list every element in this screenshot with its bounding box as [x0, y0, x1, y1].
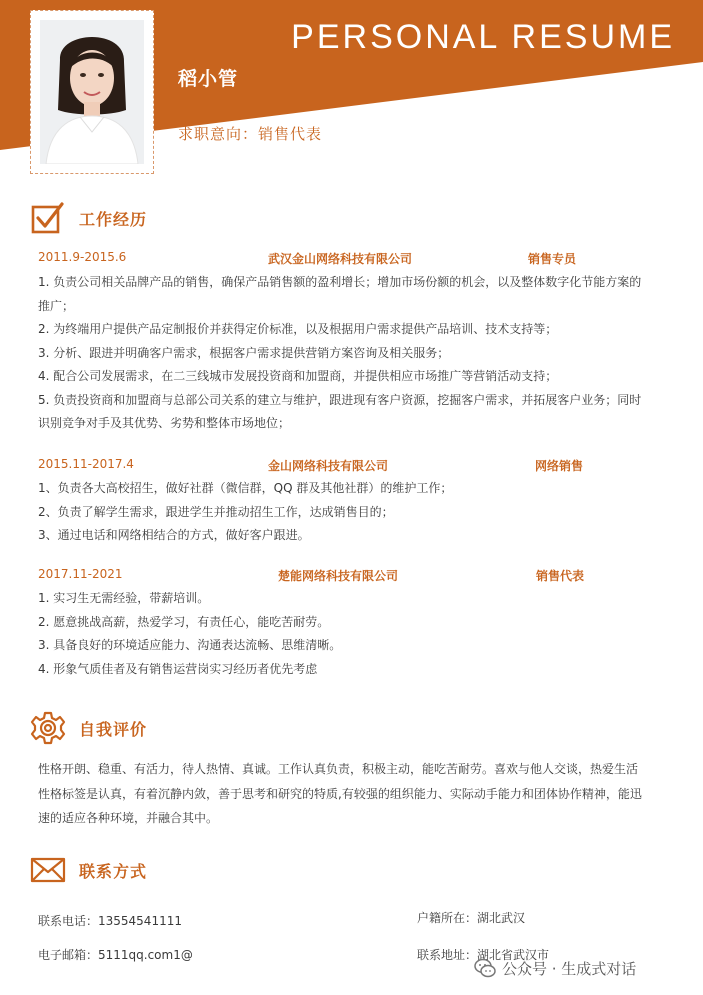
checkbox-icon: [30, 200, 66, 236]
duty-line: 2、负责了解学生需求，跟进学生并推动招生工作，达成销售目的；: [38, 504, 394, 519]
duty-line: 5. 负责投资商和加盟商与总部公司关系的建立与维护，跟进现有客户资源，挖掘客户需求，并拓展客户业务；同时: [38, 392, 642, 407]
job-role: 销售专员: [528, 252, 577, 266]
job-date: 2011.9-2015.6: [38, 250, 127, 264]
self-line: 速的适应各种环境，并融合其中。: [38, 811, 219, 825]
job-header: [38, 457, 678, 475]
duty-line: 2. 为终端用户提供产品定制报价并获得定价标准，以及根据用户需求提供产品培训、技术支持等；: [38, 322, 558, 336]
job-company: 武汉金山网络科技有限公司: [268, 252, 413, 266]
duty-line: 1. 实习生无需经验，带薪培训。: [38, 591, 210, 605]
job-role: 销售代表: [536, 569, 585, 583]
duty-line: 3. 分析、跟进并明确客户需求，根据客户需求提供营销方案咨询及相关服务；: [38, 345, 450, 360]
duty-line: 1、负责各大高校招生，做好社群（微信群，QQ 群及其他社群）的维护工作；: [38, 481, 453, 495]
resume-brand-title: PERSONAL RESUME: [291, 18, 675, 56]
job-company: 楚能网络科技有限公司: [278, 569, 399, 583]
duty-line: 4. 形象气质佳者及有销售运营岗实习经历者优先考虑: [38, 661, 318, 676]
duty-line: 2. 愿意挑战高薪，热爱学习，有责任心，能吃苦耐劳。: [38, 614, 330, 629]
self-line: 性格标签是认真，有着沉静内敛，善于思考和研究的特质,有较强的组织能力、实际动手能力和团体协作精神，能迅: [38, 786, 642, 801]
job-company: 金山网络科技有限公司: [268, 459, 389, 473]
duty-line: 1. 负责公司相关品牌产品的销售，确保产品销售额的盈利增长；增加市场份额的机会，以及整体数字化节能方案的: [38, 275, 642, 289]
duty-line: 4. 配合公司发展需求，在二三线城市发展投资商和加盟商，并提供相应市场推广等营销活动支持；: [38, 369, 558, 383]
envelope-icon: [30, 852, 66, 888]
job-role: 网络销售: [535, 459, 584, 473]
job-duties: [38, 587, 674, 681]
section-contact-title: 联系方式: [79, 861, 148, 881]
section-work-title: 工作经历: [79, 209, 148, 229]
job-intent: 求职意向：销售代表: [178, 125, 323, 143]
job-header: [38, 567, 678, 585]
contact-address: 联系地址：湖北省武汉市: [417, 948, 550, 962]
contact-email: 电子邮箱：5111qq.com1@: [38, 948, 193, 962]
job-date: 2017.11-2021: [38, 567, 123, 581]
profile-photo: [40, 20, 144, 164]
watermark: [474, 957, 636, 979]
watermark-text: 公众号 · 生成式对话: [502, 959, 637, 978]
duty-line: 3. 具备良好的环境适应能力、沟通表达流畅、思维清晰。: [38, 638, 342, 652]
contact-hometown: 户籍所在：湖北武汉: [417, 911, 526, 925]
candidate-name: 稻小管: [178, 68, 239, 90]
job-duties: [38, 477, 674, 548]
section-self-header: [30, 710, 147, 746]
job-date: 2015.11-2017.4: [38, 457, 134, 471]
self-line: 性格开朗、稳重、有活力，待人热情、真诚。工作认真负责，积极主动，能吃苦耐劳。喜欢与他人交谈，热爱生活: [38, 762, 639, 776]
section-self-title: 自我评价: [79, 719, 148, 739]
duty-line: 识别竞争对手及其优势、劣势和整体市场地位；: [38, 416, 291, 430]
gear-icon: [30, 710, 66, 746]
section-contact-header: [30, 852, 147, 888]
job-header: [38, 250, 678, 268]
job-duties: [38, 271, 674, 436]
self-evaluation-text: [38, 757, 674, 831]
wechat-icon: [474, 957, 496, 979]
section-work-header: [30, 200, 147, 236]
duty-line: 推广；: [38, 298, 75, 313]
profile-photo-frame: [30, 10, 154, 174]
contact-phone: 联系电话：13554541111: [38, 914, 182, 928]
duty-line: 3、通过电话和网络相结合的方式，做好客户跟进。: [38, 528, 310, 542]
